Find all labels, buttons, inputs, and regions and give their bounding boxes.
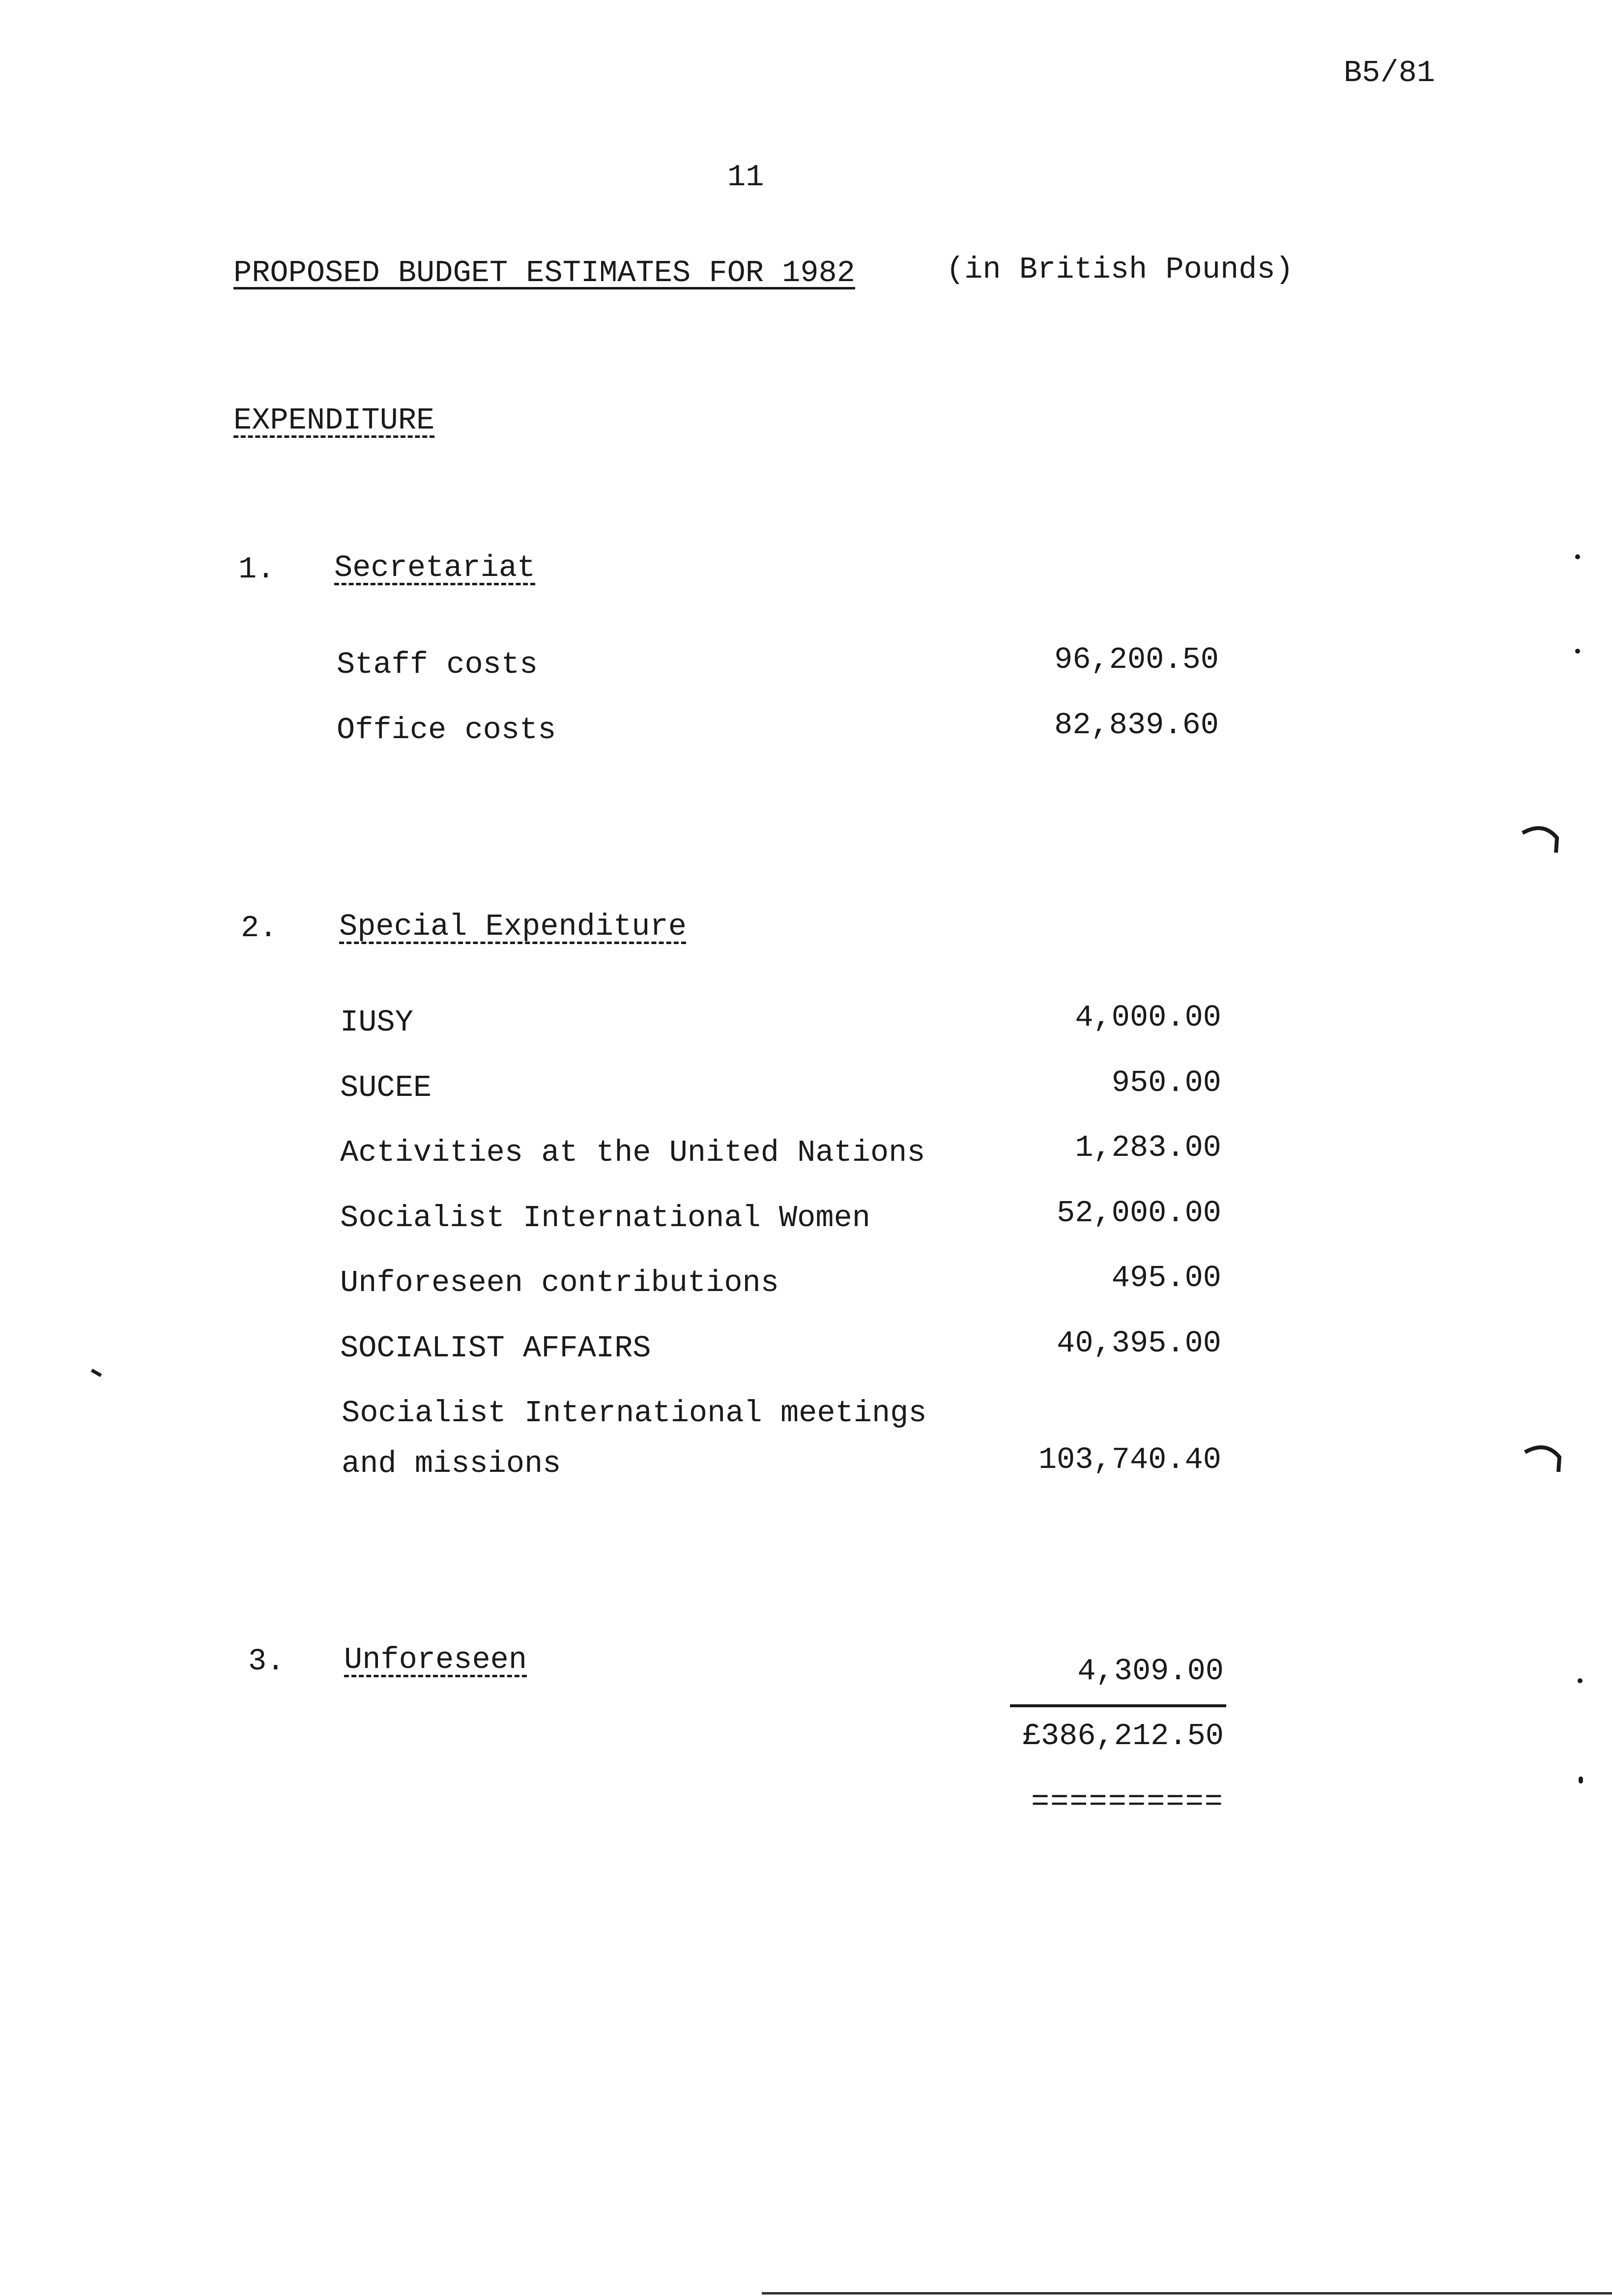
line-item-label: Unforeseen contributions <box>340 1265 779 1300</box>
expenditure-heading: EXPENDITURE <box>233 403 435 438</box>
section-heading-secretariat: Secretariat <box>334 550 536 585</box>
line-item-label: Staff costs <box>337 647 538 682</box>
line-item-amount: 82,839.60 <box>1054 708 1219 743</box>
page-edge-line <box>762 2292 1612 2295</box>
line-item-label: IUSY <box>340 1005 413 1040</box>
margin-dot <box>1578 1678 1583 1683</box>
section-heading-special-expenditure: Special Expenditure <box>339 909 687 944</box>
grand-total: £386,212.50 <box>1022 1719 1224 1753</box>
section-heading-unforeseen: Unforeseen <box>344 1642 527 1677</box>
section-number: 3. <box>248 1644 285 1679</box>
line-item-label: Activities at the United Nations <box>340 1135 925 1170</box>
page-title: PROPOSED BUDGET ESTIMATES FOR 1982 <box>233 256 856 290</box>
line-item-label: Socialist International meetings <box>342 1396 927 1431</box>
line-item-label: SUCEE <box>340 1070 432 1105</box>
currency-note: (in British Pounds) <box>946 252 1294 287</box>
line-item-amount: 4,000.00 <box>1075 1000 1221 1035</box>
margin-mark-icon <box>1519 818 1563 862</box>
margin-dot <box>1575 554 1580 559</box>
margin-tick <box>91 1369 102 1377</box>
section-number: 1. <box>238 552 275 587</box>
margin-dot <box>1579 1777 1583 1783</box>
line-item-amount: 495.00 <box>1111 1261 1221 1295</box>
line-item-amount: 52,000.00 <box>1057 1196 1221 1231</box>
margin-mark-icon <box>1521 1437 1565 1482</box>
margin-dot <box>1575 649 1580 654</box>
page-number: 11 <box>727 160 764 195</box>
line-item-amount: 40,395.00 <box>1057 1326 1221 1361</box>
line-item-label: Socialist International Women <box>340 1201 870 1235</box>
line-item-amount: 4,309.00 <box>1077 1654 1224 1689</box>
line-item-label: Office costs <box>337 713 556 747</box>
document-reference: B5/81 <box>1343 56 1435 90</box>
line-item-label: SOCIALIST AFFAIRS <box>340 1331 651 1366</box>
total-rule <box>1010 1704 1226 1707</box>
line-item-amount: 103,740.40 <box>1038 1442 1221 1477</box>
line-item-amount: 1,283.00 <box>1075 1130 1221 1165</box>
line-item-amount: 950.00 <box>1111 1065 1221 1100</box>
line-item-label-continued: and missions <box>342 1446 561 1481</box>
section-number: 2. <box>241 911 278 946</box>
double-underline: ========== <box>1031 1784 1224 1819</box>
line-item-amount: 96,200.50 <box>1054 642 1219 677</box>
